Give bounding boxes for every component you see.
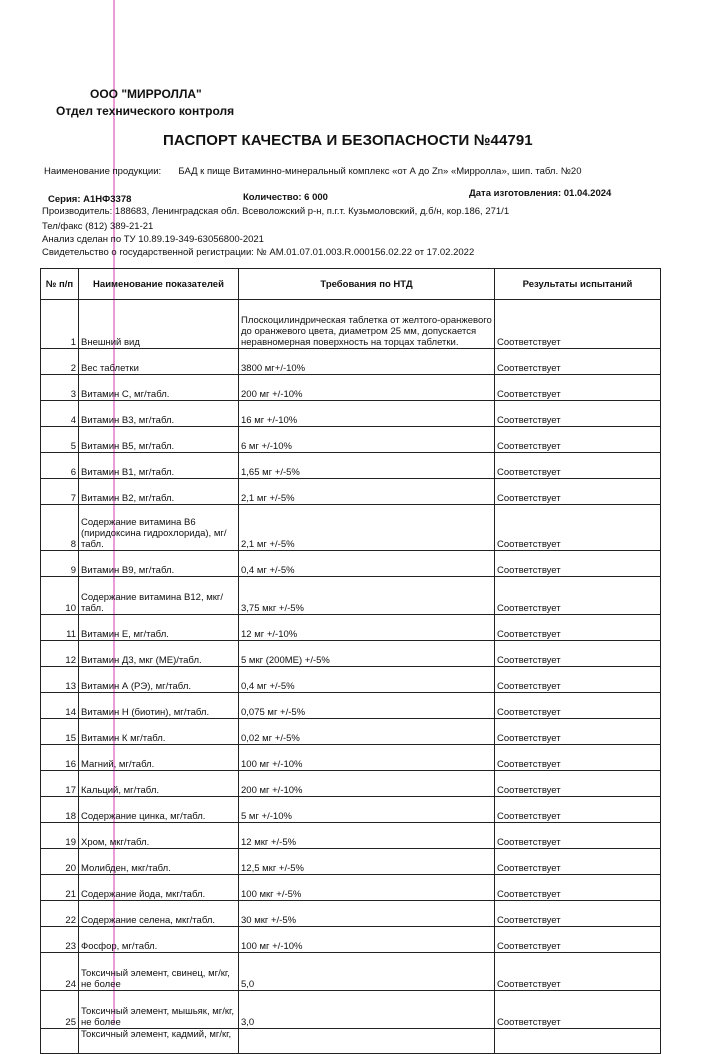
- table-header-row: [41, 269, 661, 300]
- table-row: [41, 505, 661, 551]
- test-results-table: [40, 268, 661, 1054]
- row-result: [495, 1029, 661, 1054]
- table-row: [41, 300, 661, 349]
- table-row: [41, 641, 661, 667]
- row-number: 14: [41, 693, 79, 719]
- table-row: [41, 823, 661, 849]
- date-label: Дата изготовления:: [469, 188, 562, 199]
- row-result: Соответствует: [495, 771, 661, 797]
- row-name: Витамин Д3, мкг (МЕ)/табл.: [79, 641, 239, 667]
- row-name: Витамин Е, мг/табл.: [79, 615, 239, 641]
- table-row: [41, 427, 661, 453]
- table-row: [41, 667, 661, 693]
- row-result: Соответствует: [495, 953, 661, 991]
- row-name: Токсичный элемент, мышьяк, мг/кг, не более: [79, 991, 239, 1029]
- row-requirement: 5 мкг (200МЕ) +/-5%: [239, 641, 495, 667]
- product-value: БАД к пище Витаминно-минеральный комплекс «от А до Zn» «Мирролла», шип. табл. №20: [178, 166, 582, 177]
- row-requirement: Плоскоцилиндрическая таблетка от желтого-оранжевого до оранжевого цвета, диаметром 25 мм, допускается неравномерная поверхность на торцах таблетки.: [239, 300, 495, 349]
- row-result: Соответствует: [495, 427, 661, 453]
- row-number: 20: [41, 849, 79, 875]
- row-requirement: 0,075 мг +/-5%: [239, 693, 495, 719]
- row-name: Витамин В3, мг/табл.: [79, 401, 239, 427]
- row-result: Соответствует: [495, 300, 661, 349]
- row-number: 5: [41, 427, 79, 453]
- row-name: Витамин В1, мг/табл.: [79, 453, 239, 479]
- table-row: [41, 901, 661, 927]
- row-number: 10: [41, 577, 79, 615]
- table-row: [41, 693, 661, 719]
- row-name: Молибден, мкг/табл.: [79, 849, 239, 875]
- row-requirement: 12,5 мкг +/-5%: [239, 849, 495, 875]
- row-number: 23: [41, 927, 79, 953]
- row-requirement: [239, 1029, 495, 1054]
- row-result: Соответствует: [495, 823, 661, 849]
- row-result: Соответствует: [495, 667, 661, 693]
- row-number: 22: [41, 901, 79, 927]
- row-number: 18: [41, 797, 79, 823]
- table-row: [41, 615, 661, 641]
- row-requirement: 12 мг +/-10%: [239, 615, 495, 641]
- row-number: [41, 1029, 79, 1054]
- row-name: Токсичный элемент, кадмий, мг/кг,: [79, 1029, 239, 1054]
- table-row: [41, 479, 661, 505]
- table-row: [41, 927, 661, 953]
- manufacturer-line: Производитель: 188683, Ленинградская обл. Всеволожский р-н, п.г.т. Кузьмоловский, д.б/н, кор.186, 271/1: [42, 206, 510, 217]
- row-name: Содержание селена, мкг/табл.: [79, 901, 239, 927]
- row-requirement: 6 мг +/-10%: [239, 427, 495, 453]
- row-result: Соответствует: [495, 453, 661, 479]
- row-requirement: 5,0: [239, 953, 495, 991]
- row-name: Внешний вид: [79, 300, 239, 349]
- registration-line: Свидетельство о государственной регистрации: № AM.01.07.01.003.R.000156.02.22 от 17.02.2022: [42, 247, 475, 258]
- row-name: Кальций, мг/табл.: [79, 771, 239, 797]
- table-row: [41, 551, 661, 577]
- row-requirement: 3,75 мкг +/-5%: [239, 577, 495, 615]
- series-value: А1НФ3378: [83, 194, 132, 205]
- row-number: 21: [41, 875, 79, 901]
- row-number: 8: [41, 505, 79, 551]
- row-name: Хром, мкг/табл.: [79, 823, 239, 849]
- row-name: Содержание витамина В12, мкг/табл.: [79, 577, 239, 615]
- row-result: Соответствует: [495, 479, 661, 505]
- table-row: [41, 797, 661, 823]
- row-number: 13: [41, 667, 79, 693]
- document-title: ПАСПОРТ КАЧЕСТВА И БЕЗОПАСНОСТИ №44791: [163, 132, 533, 149]
- row-number: 4: [41, 401, 79, 427]
- row-requirement: 100 мг +/-10%: [239, 927, 495, 953]
- row-result: Соответствует: [495, 615, 661, 641]
- row-name: Содержание йода, мкг/табл.: [79, 875, 239, 901]
- table-row: [41, 719, 661, 745]
- row-number: 6: [41, 453, 79, 479]
- header-results: Результаты испытаний: [495, 269, 661, 300]
- table-row: [41, 875, 661, 901]
- row-requirement: 0,4 мг +/-5%: [239, 667, 495, 693]
- row-result: Соответствует: [495, 991, 661, 1029]
- row-requirement: 0,02 мг +/-5%: [239, 719, 495, 745]
- row-result: Соответствует: [495, 849, 661, 875]
- product-label: Наименование продукции:: [44, 166, 162, 177]
- row-result: Соответствует: [495, 375, 661, 401]
- row-number: 11: [41, 615, 79, 641]
- table-row: [41, 577, 661, 615]
- row-result: Соответствует: [495, 927, 661, 953]
- row-number: 16: [41, 745, 79, 771]
- series-label: Серия:: [48, 194, 81, 205]
- row-result: Соответствует: [495, 745, 661, 771]
- table-row: [41, 771, 661, 797]
- date-value: 01.04.2024: [563, 188, 612, 199]
- row-result: Соответствует: [495, 505, 661, 551]
- analysis-line: Анализ сделан по ТУ 10.89.19-349-63056800-2021: [42, 234, 264, 245]
- row-name: Витамин В2, мг/табл.: [79, 479, 239, 505]
- department-name: Отдел технического контроля: [56, 104, 235, 118]
- header-name: Наименование показателей: [79, 269, 239, 300]
- header-num: № п/п: [41, 269, 79, 300]
- row-result: Соответствует: [495, 693, 661, 719]
- row-name: Фосфор, мг/табл.: [79, 927, 239, 953]
- row-requirement: 5 мг +/-10%: [239, 797, 495, 823]
- quantity-label: Количество:: [243, 192, 302, 203]
- row-number: 24: [41, 953, 79, 991]
- row-number: 2: [41, 349, 79, 375]
- table-row: [41, 349, 661, 375]
- header-requirements: Требования по НТД: [239, 269, 495, 300]
- row-name: Витамин С, мг/табл.: [79, 375, 239, 401]
- phone-line: Тел/факс (812) 389-21-21: [42, 221, 154, 232]
- row-result: Соответствует: [495, 349, 661, 375]
- row-number: 9: [41, 551, 79, 577]
- quantity-value: 6 000: [304, 192, 328, 203]
- row-number: 12: [41, 641, 79, 667]
- row-number: 15: [41, 719, 79, 745]
- row-result: Соответствует: [495, 401, 661, 427]
- row-requirement: 3,0: [239, 991, 495, 1029]
- row-requirement: 0,4 мг +/-5%: [239, 551, 495, 577]
- row-name: Содержание цинка, мг/табл.: [79, 797, 239, 823]
- row-number: 17: [41, 771, 79, 797]
- row-name: Вес таблетки: [79, 349, 239, 375]
- row-result: Соответствует: [495, 641, 661, 667]
- row-requirement: 2,1 мг +/-5%: [239, 505, 495, 551]
- table-row: [41, 1029, 661, 1054]
- table-row: [41, 453, 661, 479]
- row-name: Токсичный элемент, свинец, мг/кг, не более: [79, 953, 239, 991]
- row-name: Содержание витамина В6 (пиридоксина гидрохлорида), мг/табл.: [79, 505, 239, 551]
- row-result: Соответствует: [495, 797, 661, 823]
- row-requirement: 100 мг +/-10%: [239, 745, 495, 771]
- table-row: [41, 849, 661, 875]
- product-line: [44, 166, 582, 177]
- row-requirement: 100 мкг +/-5%: [239, 875, 495, 901]
- row-number: 19: [41, 823, 79, 849]
- row-requirement: 16 мг +/-10%: [239, 401, 495, 427]
- row-number: 1: [41, 300, 79, 349]
- row-number: 25: [41, 991, 79, 1029]
- table-row: [41, 375, 661, 401]
- row-result: Соответствует: [495, 577, 661, 615]
- row-name: Магний, мг/табл.: [79, 745, 239, 771]
- company-name: ООО "МИРРОЛЛА": [90, 87, 202, 101]
- row-number: 7: [41, 479, 79, 505]
- row-requirement: 12 мкг +/-5%: [239, 823, 495, 849]
- row-name: Витамин А (РЭ), мг/табл.: [79, 667, 239, 693]
- row-requirement: 2,1 мг +/-5%: [239, 479, 495, 505]
- row-name: Витамин Н (биотин), мг/табл.: [79, 693, 239, 719]
- table-row: [41, 991, 661, 1029]
- table-row: [41, 745, 661, 771]
- row-name: Витамин В9, мг/табл.: [79, 551, 239, 577]
- table-row: [41, 953, 661, 991]
- row-requirement: 200 мг +/-10%: [239, 375, 495, 401]
- row-number: 3: [41, 375, 79, 401]
- row-requirement: 3800 мг+/-10%: [239, 349, 495, 375]
- row-result: Соответствует: [495, 719, 661, 745]
- row-result: Соответствует: [495, 551, 661, 577]
- row-result: Соответствует: [495, 901, 661, 927]
- row-name: Витамин В5, мг/табл.: [79, 427, 239, 453]
- date-line: [469, 188, 611, 199]
- series-line: [48, 194, 131, 205]
- row-name: Витамин К мг/табл.: [79, 719, 239, 745]
- quantity-line: [243, 192, 328, 203]
- row-requirement: 1,65 мг +/-5%: [239, 453, 495, 479]
- row-result: Соответствует: [495, 875, 661, 901]
- row-requirement: 200 мг +/-10%: [239, 771, 495, 797]
- row-requirement: 30 мкг +/-5%: [239, 901, 495, 927]
- table-row: [41, 401, 661, 427]
